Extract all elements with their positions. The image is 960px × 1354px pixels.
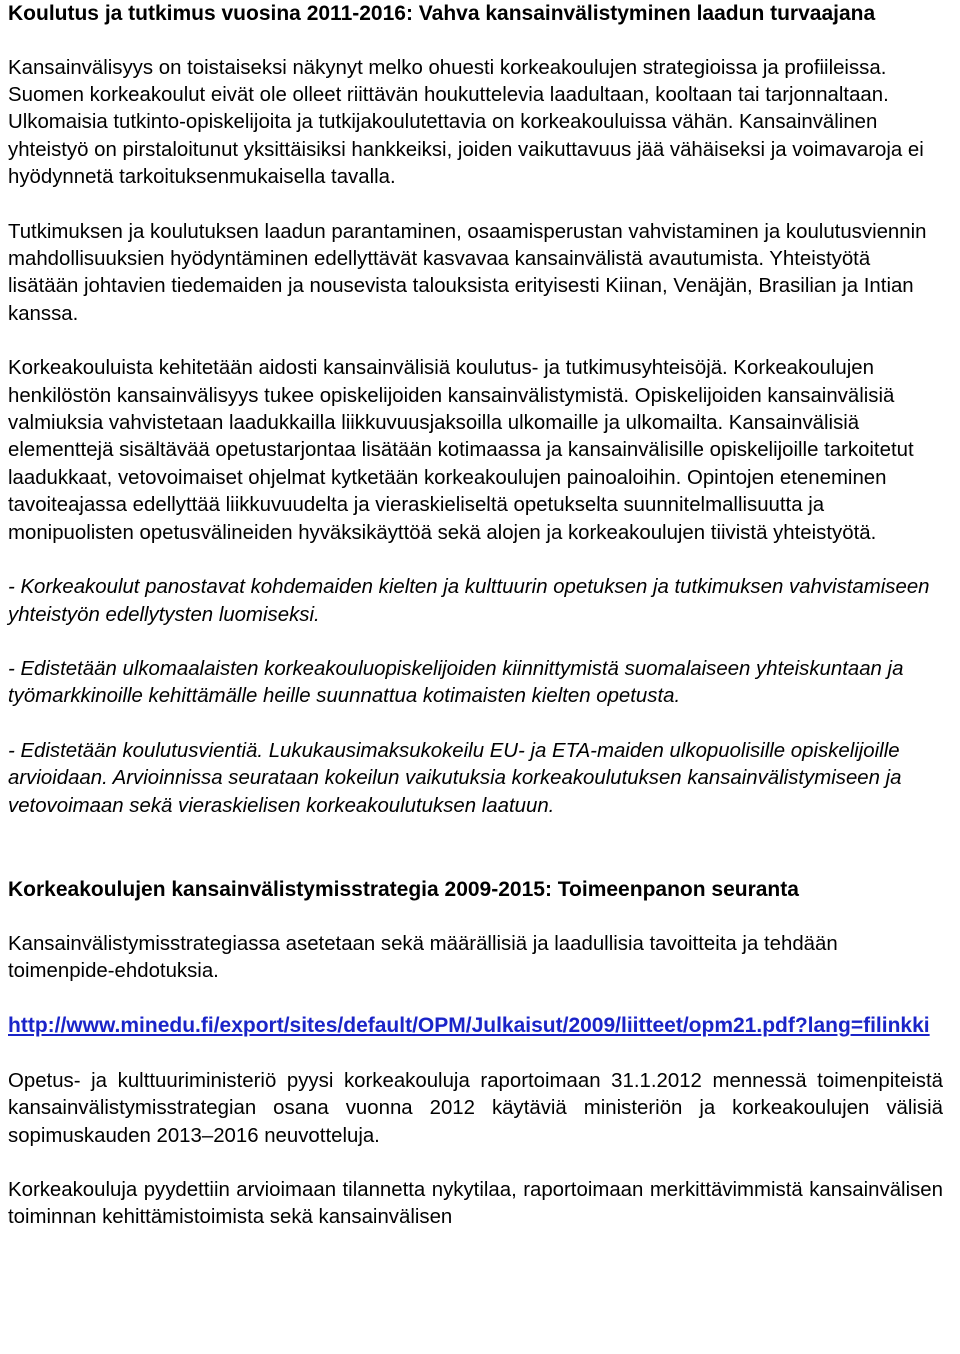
paragraph-arviointi: Korkeakouluja pyydettiin arvioimaan tilannetta nykytilaa, raportoimaan merkittävimmistä kansainvälisen toiminnan kehittämistoimista sekä kansainvälisen (8, 1178, 943, 1229)
bullet-kotimaiset-kielet: - Edistetään ulkomaalaisten korkeakouluopiskelijoiden kiinnittymistä suomalaiseen yhteiskuntaan ja työmarkkinoille kehittämälle heille suunnattua kotimaisten kielten opetusta. (8, 657, 904, 708)
link-container (8, 1012, 943, 1040)
bullet-kielten-opetus: - Korkeakoulut panostavat kohdemaiden kielten ja kulttuurin opetuksen ja tutkimuksen vahvistamiseen yhteistyön edellytysten luomiseksi. (8, 576, 930, 626)
bullet-koulutusvienti: - Edistetään koulutusvientiä. Lukukausimaksukokeilu EU- ja ETA-maiden ulkopuolisille opiskelijoille arvioidaan. Arvioinnissa seurataan kokeilun vaikutuksia korkeakoulutuksen kansainvälistymiseen ja vetovoimaan sekä vieraskielisen korkeakoulutuksen laatuun. (8, 739, 902, 817)
paragraph-korkeakouluista: Korkeakouluista kehitetään aidosti kansainvälisiä koulutus- ja tutkimusyhteisöjä. Korkeakoulujen henkilöstön kansainvälisyys tukee opiskelijoiden kansainvälistymistä. Opiskelijoiden kansainvälisiä valmiuksia vahvistetaan laadukkailla liikkuvuusjaksoilla ulkomaille ja ulkomailta. Kansainvälisiä elementtejä sisältävää opetustarjontaa lisätään kotimaassa ja kansainvälisille opiskelijoille tarkoitetut laadukkaat, vetovoimaiset ohjelmat kytketään korkeakoulujen painoaloihin. Opintojen eteneminen tavoiteajassa edellyttää liikkuvuudelta ja vieraskieliseltä opetukselta suunnitelmallisuutta ja monipuolisten opetusvälineiden hyväksikäyttöä sekä alojen ja korkeakoulujen tiivistä yhteistyötä. (8, 357, 914, 544)
paragraph-kansainvalisyys: Kansainvälisyys on toistaiseksi näkynyt melko ohuesti korkeakoulujen strategioissa ja profiileissa. Suomen korkeakoulut eivät ole olleet riittävän houkuttelevia laadultaan, kooltaan tai tarjonnaltaan. Ulkomaisia tutkinto-opiskelijoita ja tutkijakoulutettavia on korkeakouluissa vähän. Kansainvälinen yhteistyö on pirstaloitunut yksittäisiksi hankkeiksi, joiden vaikuttavuus jää vähäiseksi ja voimavaroja ei hyödynnetä tarkoituksenmukaisella tavalla. (8, 56, 924, 189)
document-page (8, 0, 943, 1232)
paragraph-raportointi: Opetus- ja kulttuuriministeriö pyysi korkeakouluja raportoimaan 31.1.2012 mennessä toimenpiteistä kansainvälistymisstrategian osana vuonna 2012 käytäviä ministeriön ja korkeakoulujen välisiä sopimuskauden 2013–2016 neuvotteluja. (8, 1069, 943, 1147)
strategy-pdf-link[interactable]: http://www.minedu.fi/export/sites/default/OPM/Julkaisut/2009/liitteet/opm21.pdf?lang=filinkki (8, 1014, 930, 1038)
section-heading-strategia: Korkeakoulujen kansainvälistymisstrategia 2009-2015: Toimeenpanon seuranta (8, 877, 799, 901)
paragraph-strategia: Kansainvälistymisstrategiassa asetetaan sekä määrällisiä ja laadullisia tavoitteita ja tehdään toimenpide-ehdotuksia. (8, 932, 838, 982)
section-heading-koulutus: Koulutus ja tutkimus vuosina 2011-2016: Vahva kansainvälistyminen laadun turvaajana (8, 2, 876, 25)
paragraph-tutkimuksen: Tutkimuksen ja koulutuksen laadun parantaminen, osaamisperustan vahvistaminen ja koulutusviennin mahdollisuuksien hyödyntäminen edellyttävät kasvavaa kansainvälistä avautumista. Yhteistyötä lisätään johtavien tiedemaiden ja nousevista talouksista erityisesti Kiinan, Venäjän, Brasilian ja Intian kanssa. (8, 220, 927, 325)
